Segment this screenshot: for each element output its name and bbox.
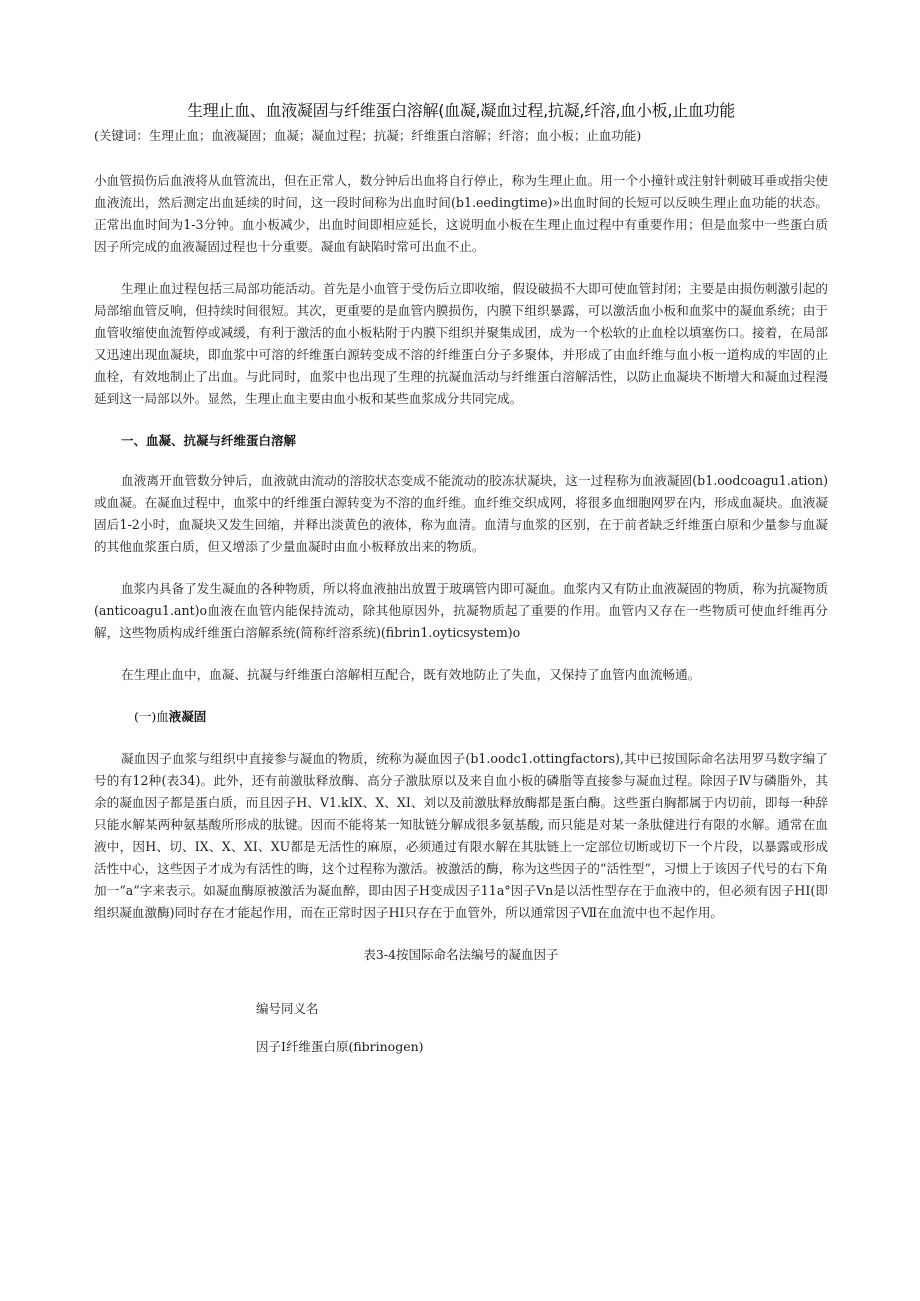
paragraph-balance: 在生理止血中，血凝、抗凝与纤维蛋白溶解相互配合，既有效地防止了失血，又保持了血管内血流畅通。 (121, 667, 701, 682)
paragraph-blood-coagulation: 血液离开血管数分钟后，血液就由流动的溶胶状态变成不能流动的胶冻状凝块，这一过程称为血液凝固(b1.oodcoagu1.ation)或血凝。在凝血过程中，血浆中的纤维蛋白源转变为不溶的血纤维。血纤维交织成网，将很多血细胞网罗在内，形成血凝块。血液凝固后1-2小时，血凝块又发生回缩，并释出淡黄色的液体，称为血清。血清与血浆的区别，在于前者缺乏纤维蛋白原和少量参与血凝的其他血浆蛋白质，但又增添了少量血凝时由血小板释放出来的物质。 (94, 473, 828, 554)
paragraph-hemostasis-process: 生理止血过程包括三局部功能活动。首先是小血管于受伤后立即收缩，假设破损不大即可使血管封闭；主要是由损伤刺激引起的局部缩血管反响，但持续时间很短。其次，更重要的是血管内膜损伤，内膜下组织暴露，可以激活血小板和血浆中的凝血系统；由于血管收缩使血流暂停或减缓，有利于激活的血小板粘附于内膜下组织并聚集成团，成为一个松软的止血栓以填塞伤口。接着，在局部又迅速出现血凝块，即血浆中可溶的纤维蛋白源转变成不溶的纤维蛋白分子多聚体，并形成了由血纤维与血小板一道构成的牢固的止血栓，有效地制止了出血。与此同时，血浆中也出现了生理的抗凝血活动与纤维蛋白溶解活性，以防止血凝块不断增大和凝血过程漫延到这一局部以外。显然，生理止血主要由血小板和某些血浆成分共同完成。 (94, 281, 828, 406)
keywords-line: (关键词：生理止血；血液凝固；血凝；凝血过程；抗凝；纤维蛋白溶解；纤溶；血小板；止血功能) (94, 128, 642, 143)
subsection-heading-bold: 液凝固 (168, 709, 207, 724)
paragraph-coagulation-factors: 凝血因子血浆与组织中直接参与凝血的物质，统称为凝血因子(b1.oodc1.ottingfactors),其中已按国际命名法用罗马数字编了号的有12种(表34)。此外，还有前激肽释放酶、高分子激肽原以及来自血小板的磷脂等直接参与凝血过程。除因子Ⅳ与磷脂外，其余的凝血因子都是蛋白质，而且因子H、V1.kIX、X、XI、刘以及前激肽释放酶都是蛋白酶。这些蛋白胸都属于内切前，即每一种辞只能水解某两种氨基酸所形成的肽键。因而不能将某一知肽链分解成很多氨基酸, 而只能是对某一条肽健进行有限的水解。通常在血液中，因H、切、IX、X、XI、XU都是无活性的麻原，必须通过有限水解在其肽链上一定部位切断或切下一个片段，以暴露或形成活性中心，这些因子才成为有活性的晦，这个过程称为激活。被激活的酶，称为这些因子的“活性型”，习惯上于该因子代号的右下角加一“a”字来表示。如凝血酶原被激活为凝血醉，即由因子H变成因子11a°因子Vn是以活性型存在于血液中的，但必须有因子HI(即组织凝血激酶)同时存在才能起作用，而在正常时因子HI只存在于血管外，所以通常因子Ⅶ在血流中也不起作用。 (94, 751, 828, 920)
subsection-heading (94, 706, 828, 728)
section-heading: 一、血凝、抗凝与纤维蛋白溶解 (121, 433, 297, 448)
subsection-heading-prefix: (一)血 (134, 709, 169, 724)
paragraph-anticoagulation: 血浆内具备了发生凝血的各种物质，所以将血液抽出放置于玻璃管内即可凝血。血浆内又有防止血液凝固的物质，称为抗凝物质(anticoagu1.ant)o血液在血管内能保持流动，除其他原因外，抗凝物质起了重要的作用。血管内又存在一些物质可使血纤维再分解，这些物质构成纤维蛋白溶解系统(简称纤溶系统)(fibrin1.oyticsystem)o (94, 581, 828, 640)
table-row: 因子I纤维蛋白原(fibrinogen) (256, 1039, 424, 1054)
paragraph-bleeding-time: 小血管损伤后血液将从血管流出，但在正常人，数分钟后出血将自行停止，称为生理止血。用一个小撞针或注射针刺破耳垂或指尖使血液流出，然后测定出血延续的时间，这一段时间称为出血时间(b1.eedingtime)»出血时间的长短可以反映生理止血功能的状态。正常出血时间为1-3分钟。血小板减少，出血时间即相应延长，这说明血小板在生理止血过程中有重要作用；但是血浆中一些蛋白质因子所完成的血液凝固过程也十分重要。凝血有缺陷时常可出血不止。 (94, 173, 828, 254)
table-header: 编号同义名 (256, 1001, 319, 1016)
document-page (94, 100, 828, 1074)
table-caption: 表3-4按国际命名法编号的凝血因子 (363, 947, 559, 962)
document-title: 生理止血、血液凝固与纤维蛋白溶解(血凝,凝血过程,抗凝,纤溶,血小板,止血功能 (187, 101, 735, 120)
